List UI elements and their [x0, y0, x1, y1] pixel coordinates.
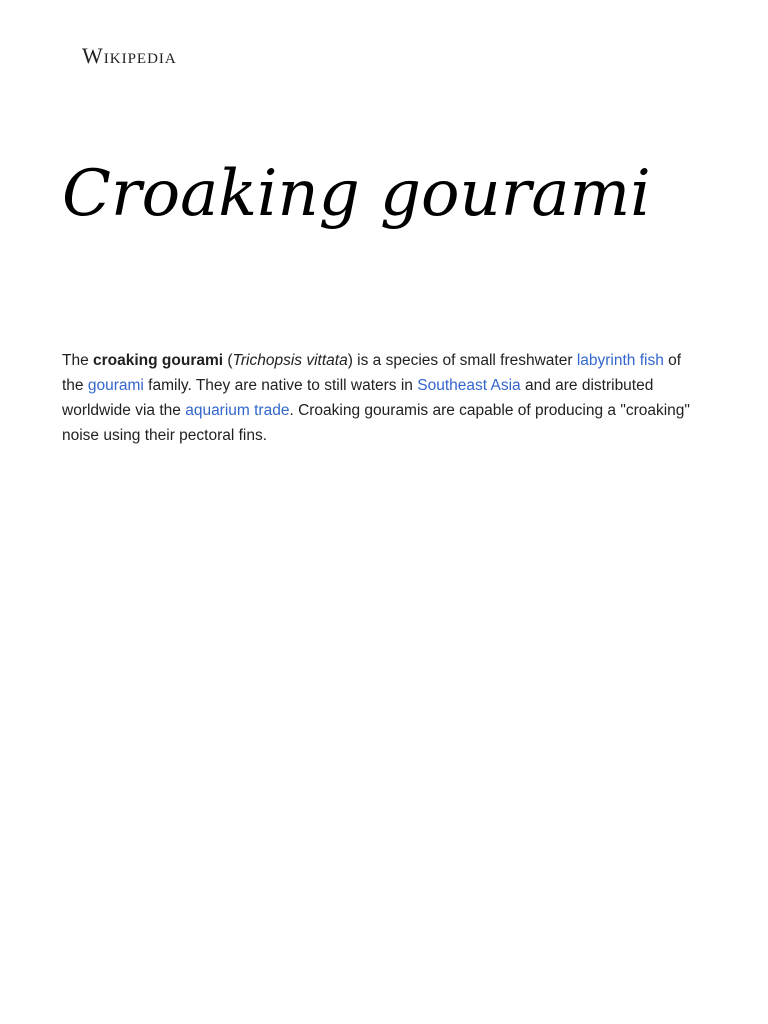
bold-article-name: croaking gourami	[93, 352, 224, 369]
header	[82, 42, 177, 72]
intro-text: of the	[62, 352, 682, 394]
scientific-name: Trichopsis vittata	[232, 352, 348, 369]
intro-text: . Croaking gouramis are capable of producing a "croaking" noise using their pectoral fins.	[62, 402, 690, 444]
article-content	[62, 348, 698, 448]
intro-text: and are distributed worldwide via the	[62, 377, 654, 419]
wikipedia-wordmark-link[interactable]: Wikipedia	[82, 43, 177, 68]
intro-text: ) is a species of small freshwater	[347, 352, 577, 369]
link-aquarium-trade[interactable]: aquarium trade	[185, 402, 290, 419]
intro-text: family. They are native to still waters in	[143, 377, 418, 394]
intro-paragraph	[62, 348, 698, 448]
intro-text: (	[223, 352, 233, 369]
link-gourami[interactable]: gourami	[87, 377, 144, 394]
page-title: Croaking gourami	[62, 157, 651, 231]
link-labyrinth-fish[interactable]: labyrinth fish	[576, 352, 664, 369]
link-southeast-asia[interactable]: Southeast Asia	[417, 377, 521, 394]
intro-text: The	[62, 352, 94, 369]
